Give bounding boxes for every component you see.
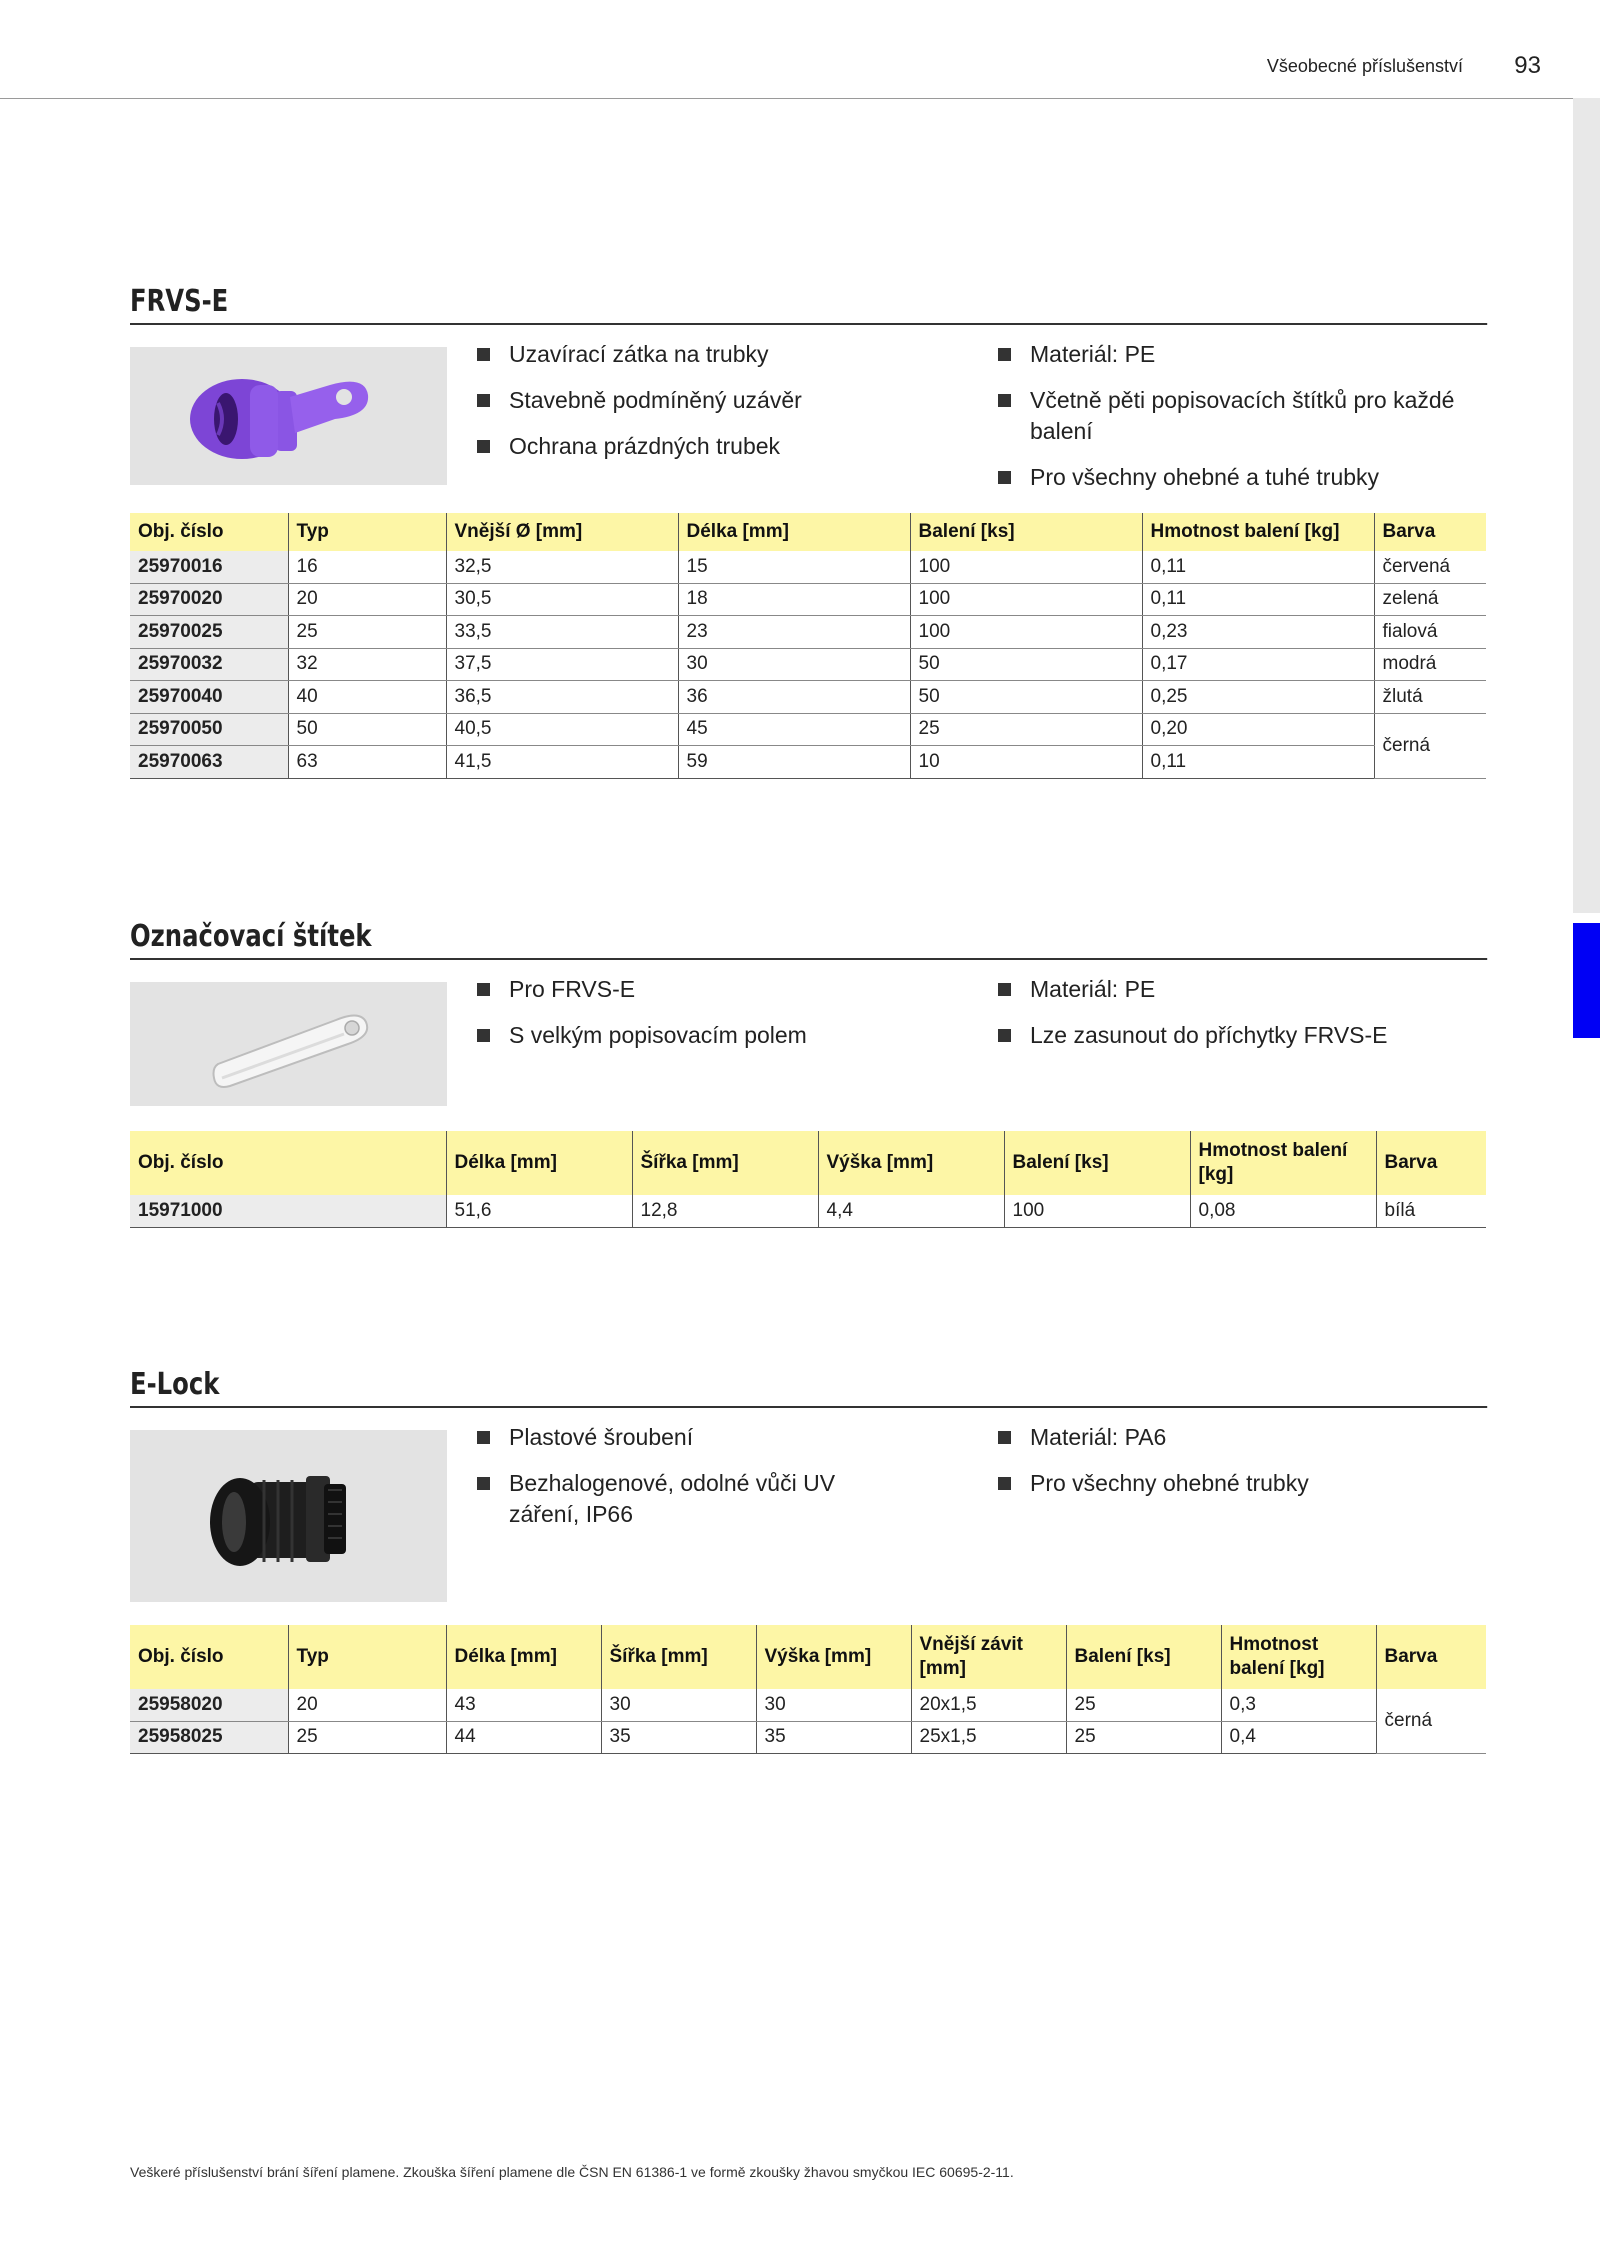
col-header: Barva [1376,1625,1486,1689]
e-lock-product-image [130,1430,447,1602]
feature-item: Bezhalogenové, odolné vůči UV záření, IP66 [477,1468,839,1530]
col-header: Vnější závit [mm] [911,1625,1066,1689]
feature-item: Pro všechny ohebné trubky [998,1468,1458,1499]
col-header: Barva [1374,513,1486,551]
feature-item: Ochrana prázdných trubek [477,431,937,462]
chapter-tab [1573,923,1600,1038]
table-row: 25958025 25 44 35 35 25x1,5 25 0,4 [130,1721,1486,1754]
section-frvs-e [130,283,1486,772]
section-title: Označovací štítek [130,918,1487,960]
table-row: 25970050 50 40,5 45 25 0,20 černá [130,713,1486,746]
col-header: Barva [1376,1131,1486,1195]
feature-item: Materiál: PA6 [998,1422,1458,1453]
col-header: Výška [mm] [818,1131,1004,1195]
label-tag-table [130,1131,1486,1228]
section-title: FRVS-E [130,283,1487,325]
feature-item: Materiál: PE [998,974,1458,1005]
col-header: Hmotnost balení [kg] [1190,1131,1376,1195]
feature-item: Pro všechny ohebné a tuhé trubky [998,462,1458,493]
feature-item: Lze zasunout do příchytky FRVS-E [998,1020,1458,1051]
col-header: Délka [mm] [678,513,910,551]
feature-item: Plastové šroubení [477,1422,937,1453]
table-row: 25970063 63 41,5 59 10 0,11 [130,746,1486,779]
header-title: Všeobecné příslušenství [1266,56,1463,76]
table-row: 25970016 16 32,5 15 100 0,11 červená [130,551,1486,583]
feature-item: Uzavírací zátka na trubky [477,339,937,370]
col-header: Obj. číslo [130,1625,288,1689]
col-header: Šířka [mm] [601,1625,756,1689]
col-header: Délka [mm] [446,1625,601,1689]
table-row: 25958020 20 43 30 30 20x1,5 25 0,3 černá [130,1689,1486,1721]
frvs-e-product-image [130,347,447,485]
section-title: E-Lock [130,1366,1487,1408]
page-number: 93 [1514,52,1541,79]
col-header: Obj. číslo [130,513,288,551]
col-header: Typ [288,513,446,551]
page-header [0,0,1573,99]
side-strip [1573,98,1600,913]
col-header: Vnější Ø [mm] [446,513,678,551]
col-header: Délka [mm] [446,1131,632,1195]
frvs-e-table [130,513,1486,779]
col-header: Obj. číslo [130,1131,446,1195]
col-header: Balení [ks] [1066,1625,1221,1689]
section-e-lock [130,1366,1486,1748]
col-header: Výška [mm] [756,1625,911,1689]
col-header: Balení [ks] [1004,1131,1190,1195]
feature-item: S velkým popisovacím polem [477,1020,937,1051]
table-row: 25970032 32 37,5 30 50 0,17 modrá [130,648,1486,681]
table-row: 25970040 40 36,5 36 50 0,25 žlutá [130,681,1486,714]
feature-item: Včetně pěti popisovacích štítků pro každé balení [998,385,1458,447]
col-header: Hmotnost balení [kg] [1142,513,1374,551]
table-row: 15971000 51,6 12,8 4,4 100 0,08 bílá [130,1195,1486,1227]
feature-item: Stavebně podmíněný uzávěr [477,385,937,416]
col-header: Hmotnost balení [kg] [1221,1625,1376,1689]
table-row: 25970025 25 33,5 23 100 0,23 fialová [130,616,1486,649]
section-oznacovaci-stitek [130,918,1486,1221]
col-header: Typ [288,1625,446,1689]
footnote: Veškeré příslušenství brání šíření plamene. Zkouška šíření plamene dle ČSN EN 61386-1 ve formě zkoušky žhavou smyčkou IEC 60695-2-11. [130,2164,1014,2180]
e-lock-table [130,1625,1486,1754]
label-tag-product-image [130,982,447,1106]
feature-item: Materiál: PE [998,339,1458,370]
col-header: Balení [ks] [910,513,1142,551]
table-row: 25970020 20 30,5 18 100 0,11 zelená [130,583,1486,616]
col-header: Šířka [mm] [632,1131,818,1195]
feature-item: Pro FRVS-E [477,974,937,1005]
